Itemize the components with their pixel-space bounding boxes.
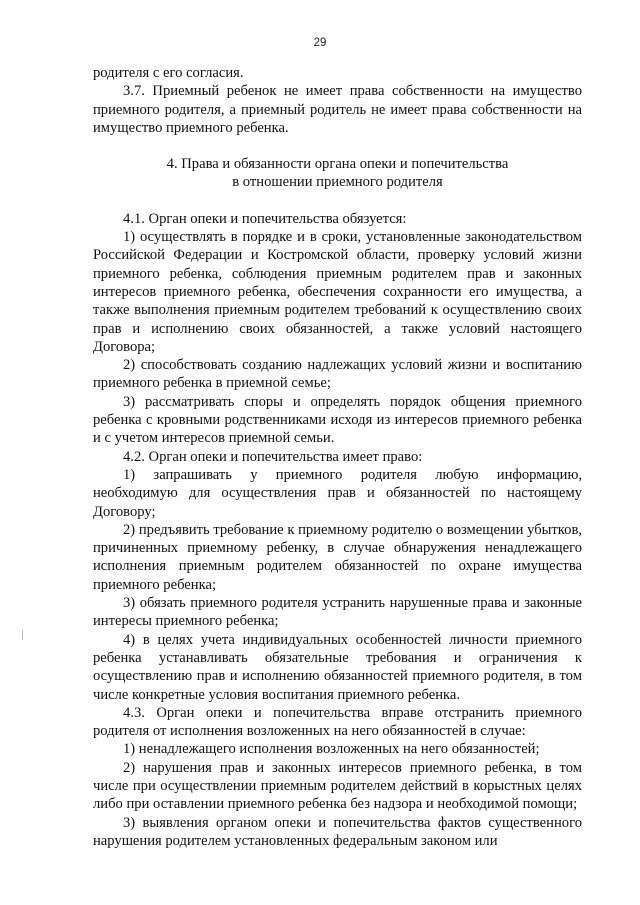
paragraph-4-3: 4.3. Орган опеки и попечительства вправе отстранить приемного родителя от исполнения возложенных на него обязанностей в случае: [93,704,582,740]
section-title-line-1: 4. Права и обязанности органа опеки и попечительства [166,156,509,173]
page-number: 29 [313,37,327,49]
paragraph-4-2-item-3: 3) обязать приемного родителя устранить нарушенные права и законные интересы приемного ребенка; [93,595,582,630]
paragraph-4-3-item-1: 1) ненадлежащего исполнения возложенных на него обязанностей; [123,741,540,758]
paragraph-3-7: 3.7. Приемный ребенок не имеет права собственности на имущество приемного родителя, а приемный родитель не имеет права собственности на имущество приемного ребенка. [93,83,582,136]
document-body [93,64,582,850]
margin-mark [22,630,23,640]
section-title [93,155,582,192]
paragraph-4-2: 4.2. Орган опеки и попечительства имеет право: [123,448,423,465]
paragraph-4-2-item-4: 4) в целях учета индивидуальных особенностей личности приемного ребенка устанавливать обязательные требования и ограничения к осуществлению прав и исполнению обязанностей приемного родителя, в том числе конкретные условия воспитания приемного ребенка. [93,631,582,703]
paragraph-4-3-item-2: 2) нарушения прав и законных интересов приемного ребенка, в том числе при осуществлении приемным родителем действий в корыстных целях либо при оставлении приемного ребенка без надзора и необходимой помощи; [93,759,582,813]
paragraph-4-1-item-2: 2) способствовать созданию надлежащих условий жизни и воспитанию приемного ребенка в приемной семье; [93,357,582,392]
paragraph-4-2-item-2: 2) предъявить требование к приемному родителю о возмещении убытков, причиненных приемному ребенку, в случае обнаружения ненадлежащего исполнения приемным родителем обязанностей по охране имущества приемного ребенка; [93,521,582,593]
paragraph-4-3-item-3: 3) выявления органом опеки и попечительства фактов существенного нарушения родителем установленных федеральным законом или [93,814,582,849]
paragraph-4-2-item-1: 1) запрашивать у приемного родителя любую информацию, необходимую для осуществления прав и обязанностей по настоящему Договору; [93,466,582,520]
paragraph-4-1-item-1: 1) осуществлять в порядке и в сроки, установленные законодательством Российской Федерации и Костромской области, проверку условий жизни приемного ребенка, соблюдения приемным родителем прав и законных интересов приемного ребенка, обеспечения сохранности его имущества, а также выполнения приемным родителем требований к осуществлению своих прав и исполнению своих обязанностей, а также условий настоящего Договора; [93,229,582,355]
paragraph-continuation: родителя с его согласия. [93,65,244,81]
paragraph-4-1-item-3: 3) рассматривать споры и определять порядок общения приемного ребенка с кровными родственниками исходя из интересов приемного ребенка и с учетом интересов приемной семьи. [93,393,582,447]
section-title-line-2: в отношении приемного родителя [232,174,443,191]
paragraph-4-1: 4.1. Орган опеки и попечительства обязуется: [123,210,407,227]
